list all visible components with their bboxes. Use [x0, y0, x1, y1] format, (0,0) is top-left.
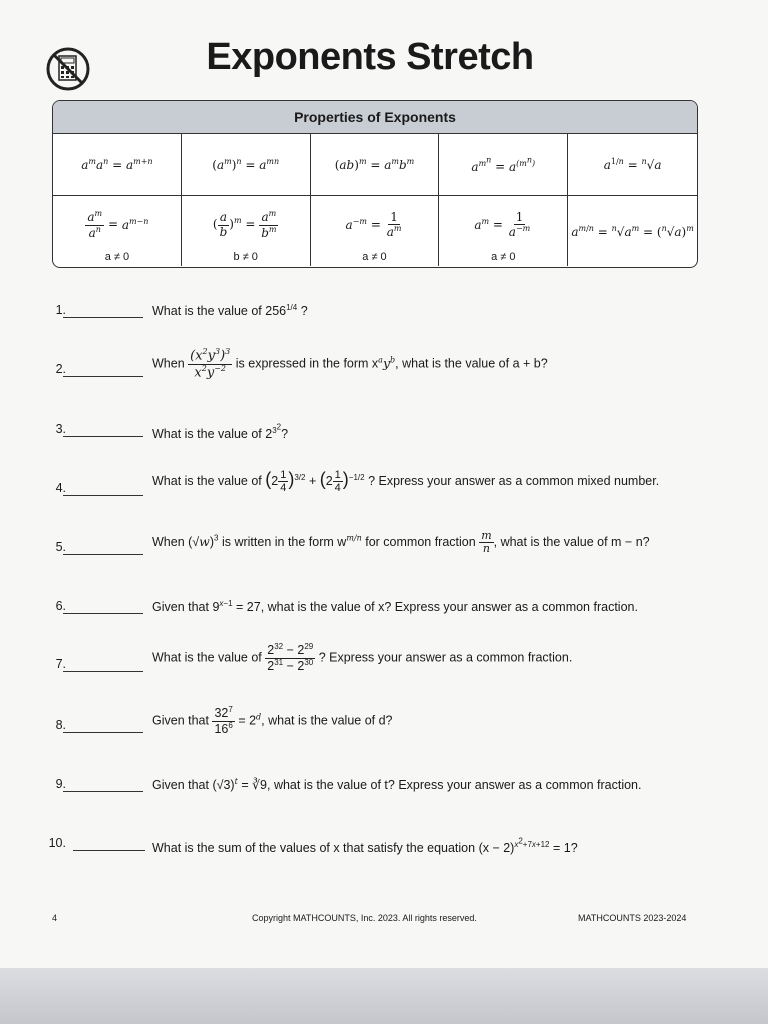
question-number: 7. [55, 657, 66, 671]
answer-blank[interactable] [63, 657, 143, 672]
question-text: Given that $9^{x-1} = 27$, what is the value of x? Express your answer as a common fraction. [152, 599, 638, 615]
question-number: 2. [55, 362, 66, 376]
answer-blank[interactable] [63, 303, 143, 318]
properties-heading: Properties of Exponents [53, 101, 697, 134]
page-number: 4 [52, 913, 58, 923]
question-number: 8. [55, 718, 66, 732]
answer-blank[interactable] [63, 422, 143, 437]
condition-note: a ≠ 0 [362, 251, 387, 263]
rule-product: $a^ma^n = a^{m+n}$ [53, 134, 182, 196]
condition-note: b ≠ 0 [233, 251, 258, 263]
properties-table [52, 100, 698, 268]
question-number: 9. [55, 777, 66, 791]
rule-tower: $a^{m^n} = a^{(m^n)}$ [439, 134, 568, 196]
rule-power-of-quotient: ( $\frac{a}{b}$ )$^m$ = $\frac{a^m}{b^m}$ b ≠ 0 [182, 196, 311, 266]
question-text: What is the sum of the values of x that satisfy the equation $(x - 2)^{x^2+7x+12} = 1$? [152, 836, 578, 855]
question-number: 5. [55, 540, 66, 554]
question-text: When $(√w)^3$ is written in the form $w^{m/n}$ for common fraction $\frac{m}{n}$ , what is the value of m − n? [152, 529, 650, 556]
answer-blank[interactable] [63, 718, 143, 733]
answer-blank[interactable] [63, 362, 143, 377]
question-number: 1. [55, 303, 66, 317]
rule-rational-exponent: $a^{m/n} = ^n√a^m = (^n√a)^m$ [571, 223, 694, 239]
answer-blank[interactable] [73, 836, 145, 851]
answer-blank[interactable] [63, 777, 143, 792]
answer-blank[interactable] [63, 540, 143, 555]
rule-negative-exponent: $a^{-m}$ = $\frac{1}{a^m}$ a ≠ 0 [311, 196, 440, 266]
copyright-notice: Copyright MATHCOUNTS, Inc. 2023. All rights reserved. [252, 913, 477, 923]
question-text: What is the value of $2^{3^2}$? [152, 422, 289, 441]
question-text: Given that $(√3)^t$ = ∛9, what is the value of t? Express your answer as a common fraction. [152, 777, 642, 793]
edition-label: MATHCOUNTS 2023-2024 [578, 913, 687, 923]
question-number: 4. [55, 481, 66, 495]
condition-note: a ≠ 0 [104, 251, 130, 263]
scan-background [0, 968, 768, 1024]
question-number: 6. [55, 599, 66, 613]
page-title: Exponents Stretch [206, 36, 534, 78]
question-text: Given that $\frac{32^7}{16^6}$ = $2^d$, what is the value of d? [152, 705, 393, 737]
rule-quotient: $\frac{a^m}{a^n}$ = $a^{m-n}$ a ≠ 0 [53, 196, 182, 266]
answer-blank[interactable] [63, 481, 143, 496]
condition-note: a ≠ 0 [491, 251, 516, 263]
question-number: 3. [55, 422, 66, 436]
question-text: When $\frac{(x^2y^3)^3}{x^2y^{-2}}$ is expressed in the form $x^ay^b$, what is the value of a + b? [152, 347, 548, 380]
question-text: What is the value of $\frac{2^{32} - 2^{29}}{2^{31} - 2^{30}}$ ? Express your answer as a common fraction. [152, 642, 573, 674]
rule-power-of-power: $(a^m)^n = a^{mn}$ [182, 134, 311, 196]
rule-power-of-product: $(ab)^m = a^mb^m$ [311, 134, 440, 196]
question-text: What is the value of $256^{1/4}$ ? [152, 303, 308, 319]
question-number: 10. [48, 836, 66, 850]
rule-reciprocal: $a^m$ = $\frac{1}{a^{-m}}$ a ≠ 0 [439, 196, 568, 266]
rule-root: $a^{1/n} = ^n√a$ [568, 134, 697, 196]
question-text: What is the value of (2 $\frac{1}{4}$ )$^{3/2}$ + (2 $\frac{1}{4}$ )$^{-1/2}$ ? Express your answer as a common mixed number. [152, 469, 660, 495]
answer-blank[interactable] [63, 599, 143, 614]
